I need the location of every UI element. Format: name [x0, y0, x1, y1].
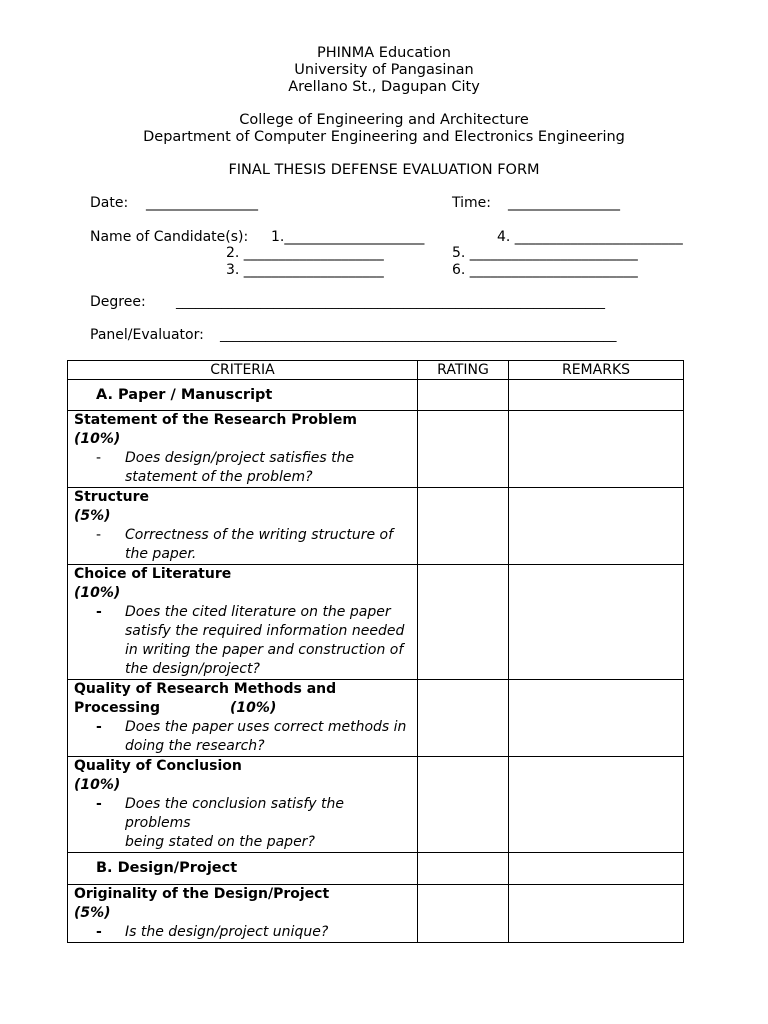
criterion-weight: (5%)	[74, 508, 111, 524]
criterion-weight: (10%)	[74, 431, 121, 447]
rating-cell[interactable]	[418, 680, 509, 757]
remarks-cell[interactable]	[509, 565, 684, 680]
candidate-5-field[interactable]: 5. ________________________	[452, 245, 638, 261]
panel-label: Panel/Evaluator:	[90, 327, 204, 343]
rating-cell[interactable]	[418, 885, 509, 943]
bullet-dash: -	[96, 796, 102, 812]
criterion-title: Originality of the Design/Project	[74, 886, 330, 902]
rating-cell[interactable]	[418, 411, 509, 488]
criterion-question: the design/project?	[125, 661, 260, 677]
criterion-weight: (10%)	[74, 585, 121, 601]
criterion-title: Quality of Research Methods and	[74, 681, 337, 697]
bullet-dash: -	[96, 527, 102, 543]
table-row	[68, 757, 684, 853]
criterion-question: in writing the paper and construction of	[125, 642, 404, 658]
section-a-title: A. Paper / Manuscript	[96, 387, 273, 403]
criterion-question: Does the cited literature on the paper	[125, 604, 391, 620]
criterion-question: doing the research?	[125, 738, 265, 754]
bullet-dash: -	[96, 604, 102, 620]
criterion-question: satisfy the required information needed	[125, 623, 405, 639]
criterion-weight: (10%)	[230, 700, 277, 716]
table-row	[68, 680, 684, 757]
section-row	[68, 380, 684, 411]
time-field[interactable]: ________________	[508, 195, 620, 211]
criterion-question: Does the paper uses correct methods in	[125, 719, 407, 735]
candidates-label: Name of Candidate(s):	[90, 229, 249, 245]
criteria-header: CRITERIA	[68, 361, 418, 380]
rating-header: RATING	[418, 361, 509, 380]
table-header-row	[68, 361, 684, 380]
rating-cell[interactable]	[418, 853, 509, 885]
university-address: Arellano St., Dagupan City	[288, 79, 480, 95]
rating-cell[interactable]	[418, 757, 509, 853]
criterion-title: Structure	[74, 489, 150, 505]
candidate-3-field[interactable]: 3. ____________________	[226, 262, 384, 278]
remarks-cell[interactable]	[509, 757, 684, 853]
criterion-weight: (10%)	[74, 777, 121, 793]
date-label: Date:	[90, 195, 129, 211]
panel-field[interactable]: _____________________________________________________________	[220, 328, 617, 343]
rating-cell[interactable]	[418, 488, 509, 565]
remarks-cell[interactable]	[509, 411, 684, 488]
candidate-2-field[interactable]: 2. ____________________	[226, 245, 384, 261]
university-name: University of Pangasinan	[294, 62, 474, 78]
remarks-cell[interactable]	[509, 380, 684, 411]
department-name: Department of Computer Engineering and Electronics Engineering	[143, 129, 625, 145]
rating-cell[interactable]	[418, 380, 509, 411]
degree-label: Degree:	[90, 294, 146, 310]
remarks-header: REMARKS	[509, 361, 684, 380]
criterion-question: statement of the problem?	[125, 469, 313, 485]
remarks-cell[interactable]	[509, 488, 684, 565]
degree-field[interactable]: __________________________________________________________________	[176, 295, 605, 310]
criteria-table	[67, 360, 684, 943]
bullet-dash: -	[96, 924, 102, 940]
date-field[interactable]: ________________	[146, 195, 258, 211]
college-name: College of Engineering and Architecture	[239, 112, 529, 128]
table-row	[68, 565, 684, 680]
rating-cell[interactable]	[418, 565, 509, 680]
criterion-title: Choice of Literature	[74, 566, 232, 582]
criterion-weight: (5%)	[74, 905, 111, 921]
criterion-question: the paper.	[125, 546, 197, 562]
remarks-cell[interactable]	[509, 680, 684, 757]
criterion-question: Is the design/project unique?	[125, 924, 329, 940]
table-row	[68, 488, 684, 565]
org-name: PHINMA Education	[317, 45, 451, 61]
section-row	[68, 853, 684, 885]
candidate-1-field[interactable]: 1.____________________	[271, 229, 425, 245]
criterion-question: Does design/project satisfies the	[125, 450, 355, 466]
candidate-4-field[interactable]: 4. ________________________	[497, 229, 683, 245]
section-b-title: B. Design/Project	[96, 860, 238, 876]
criterion-title: Statement of the Research Problem	[74, 412, 357, 428]
bullet-dash: -	[96, 450, 102, 466]
candidate-6-field[interactable]: 6. ________________________	[452, 262, 638, 278]
table-row	[68, 885, 684, 943]
criterion-title: Quality of Conclusion	[74, 758, 242, 774]
time-label: Time:	[452, 195, 491, 211]
criterion-question: being stated on the paper?	[125, 834, 315, 850]
bullet-dash: -	[96, 719, 102, 735]
remarks-cell[interactable]	[509, 885, 684, 943]
remarks-cell[interactable]	[509, 853, 684, 885]
form-title: FINAL THESIS DEFENSE EVALUATION FORM	[228, 162, 540, 178]
criterion-question: Does the conclusion satisfy the problems	[125, 796, 344, 831]
table-row	[68, 411, 684, 488]
criterion-question: Correctness of the writing structure of	[125, 527, 394, 543]
criterion-title-cont: Processing	[74, 700, 161, 716]
